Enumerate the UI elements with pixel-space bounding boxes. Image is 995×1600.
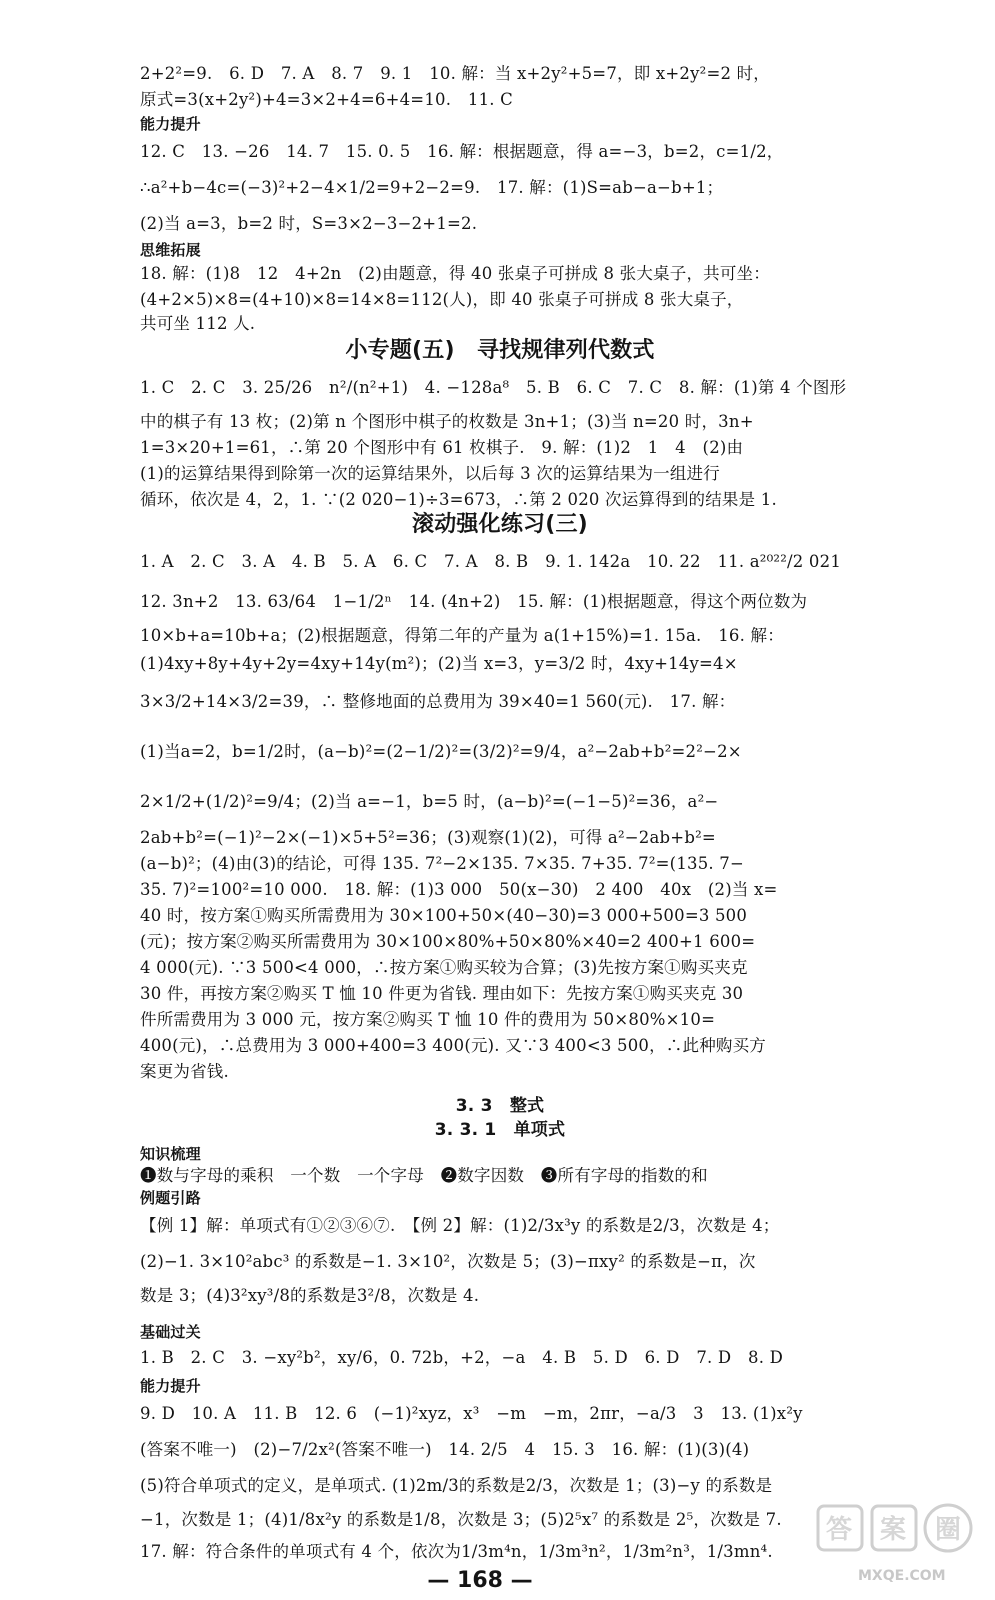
- watermark-url: MXQE.COM: [858, 1568, 946, 1584]
- text-line: (元)；按方案②购买所需费用为 30×100×80%+50×80%×40=2 400+1 600=: [140, 932, 756, 951]
- text-line: (2)−1. 3×10²abc³ 的系数是−1. 3×10²，次数是 5；(3)−πxy² 的系数是−π，次: [140, 1252, 756, 1271]
- section-label: 能力提升: [140, 1377, 201, 1395]
- text-line: 1. C 2. C 3. 25/26 n²/(n²+1) 4. −128a⁸ 5. B 6. C 7. C 8. 解：(1)第 4 个图形: [140, 378, 847, 397]
- text-line: 原式=3(x+2y²)+4=3×2+4=6+4=10. 11. C: [140, 90, 513, 109]
- section-label: 例题引路: [140, 1189, 201, 1207]
- text-line: 18. 解：(1)8 12 4+2n (2)由题意，得 40 张桌子可拼成 8 张大桌子，共可坐：: [140, 264, 770, 283]
- text-line: 1=3×20+1=61，∴第 20 个图形中有 61 枚棋子. 9. 解：(1)2 1 4 (2)由: [140, 438, 744, 457]
- text-line: 12. 3n+2 13. 63/64 1−1/2ⁿ 14. (4n+2) 15. 解：(1)根据题意，得这个两位数为: [140, 592, 808, 611]
- section-label: 思维拓展: [140, 241, 201, 259]
- text-line: −1，次数是 1；(4)1/8x²y 的系数是1/8，次数是 3；(5)2⁵x⁷ 的系数是 2⁵，次数是 7.: [140, 1510, 782, 1529]
- text-line: 9. D 10. A 11. B 12. 6 (−1)²xyz，x³ −m −m，2πr，−a/3 3 13. (1)x²y: [140, 1404, 803, 1423]
- text-line: 10×b+a=10b+a；(2)根据题意，得第二年的产量为 a(1+15%)=1. 15a. 16. 解：: [140, 626, 784, 645]
- text-line: 1. A 2. C 3. A 4. B 5. A 6. C 7. A 8. B 9. 1. 142a 10. 22 11. a²⁰²²/2 021: [140, 552, 842, 571]
- text-line: 3×3/2+14×3/2=39，∴ 整修地面的总费用为 39×40=1 560(元). 17. 解：: [140, 692, 736, 711]
- text-line: 中的棋子有 13 枚；(2)第 n 个图形中棋子的枚数是 3n+1；(3)当 n=20 时，3n+: [140, 412, 754, 431]
- section-title: 小专题(五) 寻找规律列代数式: [345, 338, 655, 363]
- text-line: (2)当 a=3，b=2 时，S=3×2−3−2+1=2.: [140, 214, 478, 233]
- section-label: 基础过关: [140, 1323, 201, 1341]
- watermark-char: 案: [880, 1515, 907, 1545]
- section-heading: 3. 3 整式: [455, 1096, 545, 1116]
- section-title: 滚动强化练习(三): [412, 512, 588, 537]
- text-line: 30 件，再按方案②购买 T 恤 10 件更为省钱. 理由如下：先按方案①购买夹克 30: [140, 984, 744, 1003]
- text-line: 2×1/2+(1/2)²=9/4；(2)当 a=−1，b=5 时，(a−b)²=(−1−5)²=36，a²−: [140, 792, 719, 811]
- text-line: (答案不唯一) (2)−7/2x²(答案不唯一) 14. 2/5 4 15. 3 16. 解：(1)(3)(4): [140, 1440, 750, 1459]
- text-line: 件所需费用为 3 000 元，按方案②购买 T 恤 10 件的费用为 50×80%×10=: [140, 1010, 716, 1029]
- text-line: 17. 解：符合条件的单项式有 4 个，依次为1/3m⁴n，1/3m³n²，1/3m²n³，1/3mn⁴.: [140, 1542, 773, 1561]
- text-line: ❶数与字母的乘积 一个数 一个字母 ❷数字因数 ❸所有字母的指数的和: [140, 1166, 708, 1185]
- text-line: 2ab+b²=(−1)²−2×(−1)×5+5²=36；(3)观察(1)(2)，可得 a²−2ab+b²=: [140, 828, 716, 847]
- text-line: (1)当a=2，b=1/2时，(a−b)²=(2−1/2)²=(3/2)²=9/4，a²−2ab+b²=2²−2×: [140, 742, 742, 761]
- text-line: 12. C 13. −26 14. 7 15. 0. 5 16. 解：根据题意，得 a=−3，b=2，c=1/2，: [140, 142, 784, 161]
- text-line: 35. 7)²=100²=10 000. 18. 解：(1)3 000 50(x−30) 2 400 40x (2)当 x=: [140, 880, 778, 899]
- text-line: (1)的运算结果得到除第一次的运算结果外，以后每 3 次的运算结果为一组进行: [140, 464, 720, 483]
- text-line: (5)符合单项式的定义，是单项式. (1)2m/3的系数是2/3，次数是 1；(3)−y 的系数是: [140, 1476, 773, 1495]
- subsection-heading: 3. 3. 1 单项式: [434, 1120, 566, 1140]
- text-line: 共可坐 112 人.: [140, 314, 256, 333]
- text-line: 【例 1】解：单项式有①②③⑥⑦. 【例 2】解：(1)2/3x³y 的系数是2/3，次数是 4；: [140, 1216, 780, 1235]
- section-label: 能力提升: [140, 115, 201, 133]
- text-line: (4+2×5)×8=(4+10)×8=14×8=112(人)，即 40 张桌子可拼成 8 张大桌子，: [140, 290, 744, 309]
- text-line: (1)4xy+8y+4y+2y=4xy+14y(m²)；(2)当 x=3，y=3/2 时，4xy+14y=4×: [140, 654, 738, 673]
- text-line: (a−b)²；(4)由(3)的结论，可得 135. 7²−2×135. 7×35. 7+35. 7²=(135. 7−: [140, 854, 745, 873]
- text-line: 4 000(元). ∵3 500<4 000，∴按方案①购买较为合算；(3)先按方案①购买夹克: [140, 958, 748, 977]
- text-line: 案更为省钱.: [140, 1062, 229, 1081]
- text-line: 1. B 2. C 3. −xy²b²，xy/6，0. 72b，+2，−a 4. B 5. D 6. D 7. D 8. D: [140, 1348, 784, 1367]
- watermark-char: 圈: [935, 1515, 962, 1545]
- watermark-char: 答: [826, 1515, 853, 1545]
- text-line: 400(元)，∴总费用为 3 000+400=3 400(元). 又∵3 400<3 500，∴此种购买方: [140, 1036, 766, 1055]
- text-line: ∴a²+b−4c=(−3)²+2−4×1/2=9+2−2=9. 17. 解：(1)S=ab−a−b+1；: [140, 178, 724, 197]
- section-label: 知识梳理: [140, 1145, 201, 1163]
- text-line: 循环，依次是 4，2，1. ∵(2 020−1)÷3=673，∴第 2 020 次运算得到的结果是 1.: [140, 490, 777, 509]
- text-line: 40 时，按方案①购买所需费用为 30×100+50×(40−30)=3 000+500=3 500: [140, 906, 748, 925]
- text-line: 数是 3；(4)3²xy³/8的系数是3²/8，次数是 4.: [140, 1286, 480, 1305]
- text-line: 2+2²=9. 6. D 7. A 8. 7 9. 1 10. 解：当 x+2y²+5=7，即 x+2y²=2 时，: [140, 64, 771, 83]
- page-number: — 168 —: [427, 1568, 533, 1593]
